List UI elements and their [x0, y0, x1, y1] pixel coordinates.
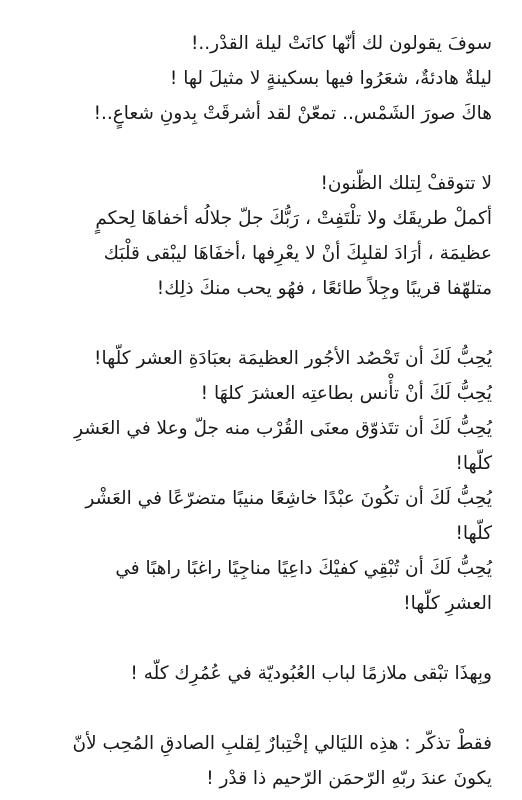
text-line: عظيمَة ، أرَادَ لقلبِكَ أنْ لا يعْرِفها ،أخفَاهَا ليبْقى قلْبَك — [103, 243, 492, 264]
text-line: لا تتوقفْ لِتلك الظّنون! — [320, 173, 492, 194]
text-line: متلهّفا قريبًا وجِلاً طائعًا ، فهُو يحب منكَ ذلِك! — [156, 278, 492, 299]
paragraph-gap — [22, 131, 492, 166]
text-line: يُحِبُّ لَكَ أنْ تأْنس بطاعتِه العشرَ كلهَا ! — [200, 383, 492, 404]
text-line: كلّها! — [455, 523, 492, 544]
text-line: سوفَ يقولون لك أنّها كانَتْ ليلة القدْر..! — [190, 33, 492, 54]
paragraph-he-loves-for-you — [22, 341, 492, 621]
text-line: يكونَ عندَ ربّهِ الرّحمَن الرّحيم ذا قدْر ! — [206, 768, 492, 789]
text-line: يُحِبُّ لَكَ أن تُبْقِي كفيْكَ داعِيًا مناجِيًا راغبًا راهبًا في — [115, 558, 492, 579]
text-line: أكملْ طريقَك ولا تلْتَفِتْ ، رَبُّكَ جلّ جلالُه أخفاهَا لِحكمٍ — [95, 208, 492, 229]
paragraph-gap — [22, 306, 492, 341]
paragraph-gap — [22, 691, 492, 726]
text-line: كلّها! — [455, 453, 492, 474]
paragraph-remember — [22, 726, 492, 796]
paragraph-servitude — [22, 656, 492, 691]
text-line: يُحِبُّ لَكَ أن تكُونَ عبْدًا خاشِعًا منيبًا متضرّعًا في العَشْر — [85, 488, 492, 509]
text-line: العشرِ كلّها! — [403, 593, 492, 614]
text-line: وبِهذَا تبْقى ملازمًا لباب العُبُوديّة في عُمُرِك كلّه ! — [130, 663, 492, 684]
text-line: ليلةٌ هادئةٌ، شعَرُوا فيها بسكينةٍ لا مثيلَ لها ! — [169, 68, 492, 89]
text-line: يُحِبُّ لَكَ أن تتَذوّق معنَى القُرْب منه جلّ وعلا في العَشرِ — [74, 418, 492, 439]
paragraph-laylat-al-qadr — [22, 26, 492, 131]
text-line: يُحِبُّ لَكَ أن تَحْصُد الأجُور العظيمَة بعبَادَةِ العشر كلّها! — [94, 348, 492, 369]
text-line: هاكَ صورَ الشَمْس.. تمعّنْ لقد أشرقَتْ بِدونِ شعاعٍ..! — [93, 103, 492, 124]
paragraph-do-not-stop — [22, 166, 492, 306]
text-line: فقطْ تذكّر : هذِه الليَالي إخْتِبارٌ لِقلبِ الصادقِ المُحِب لأنّ — [72, 733, 492, 754]
paragraph-gap — [22, 621, 492, 656]
